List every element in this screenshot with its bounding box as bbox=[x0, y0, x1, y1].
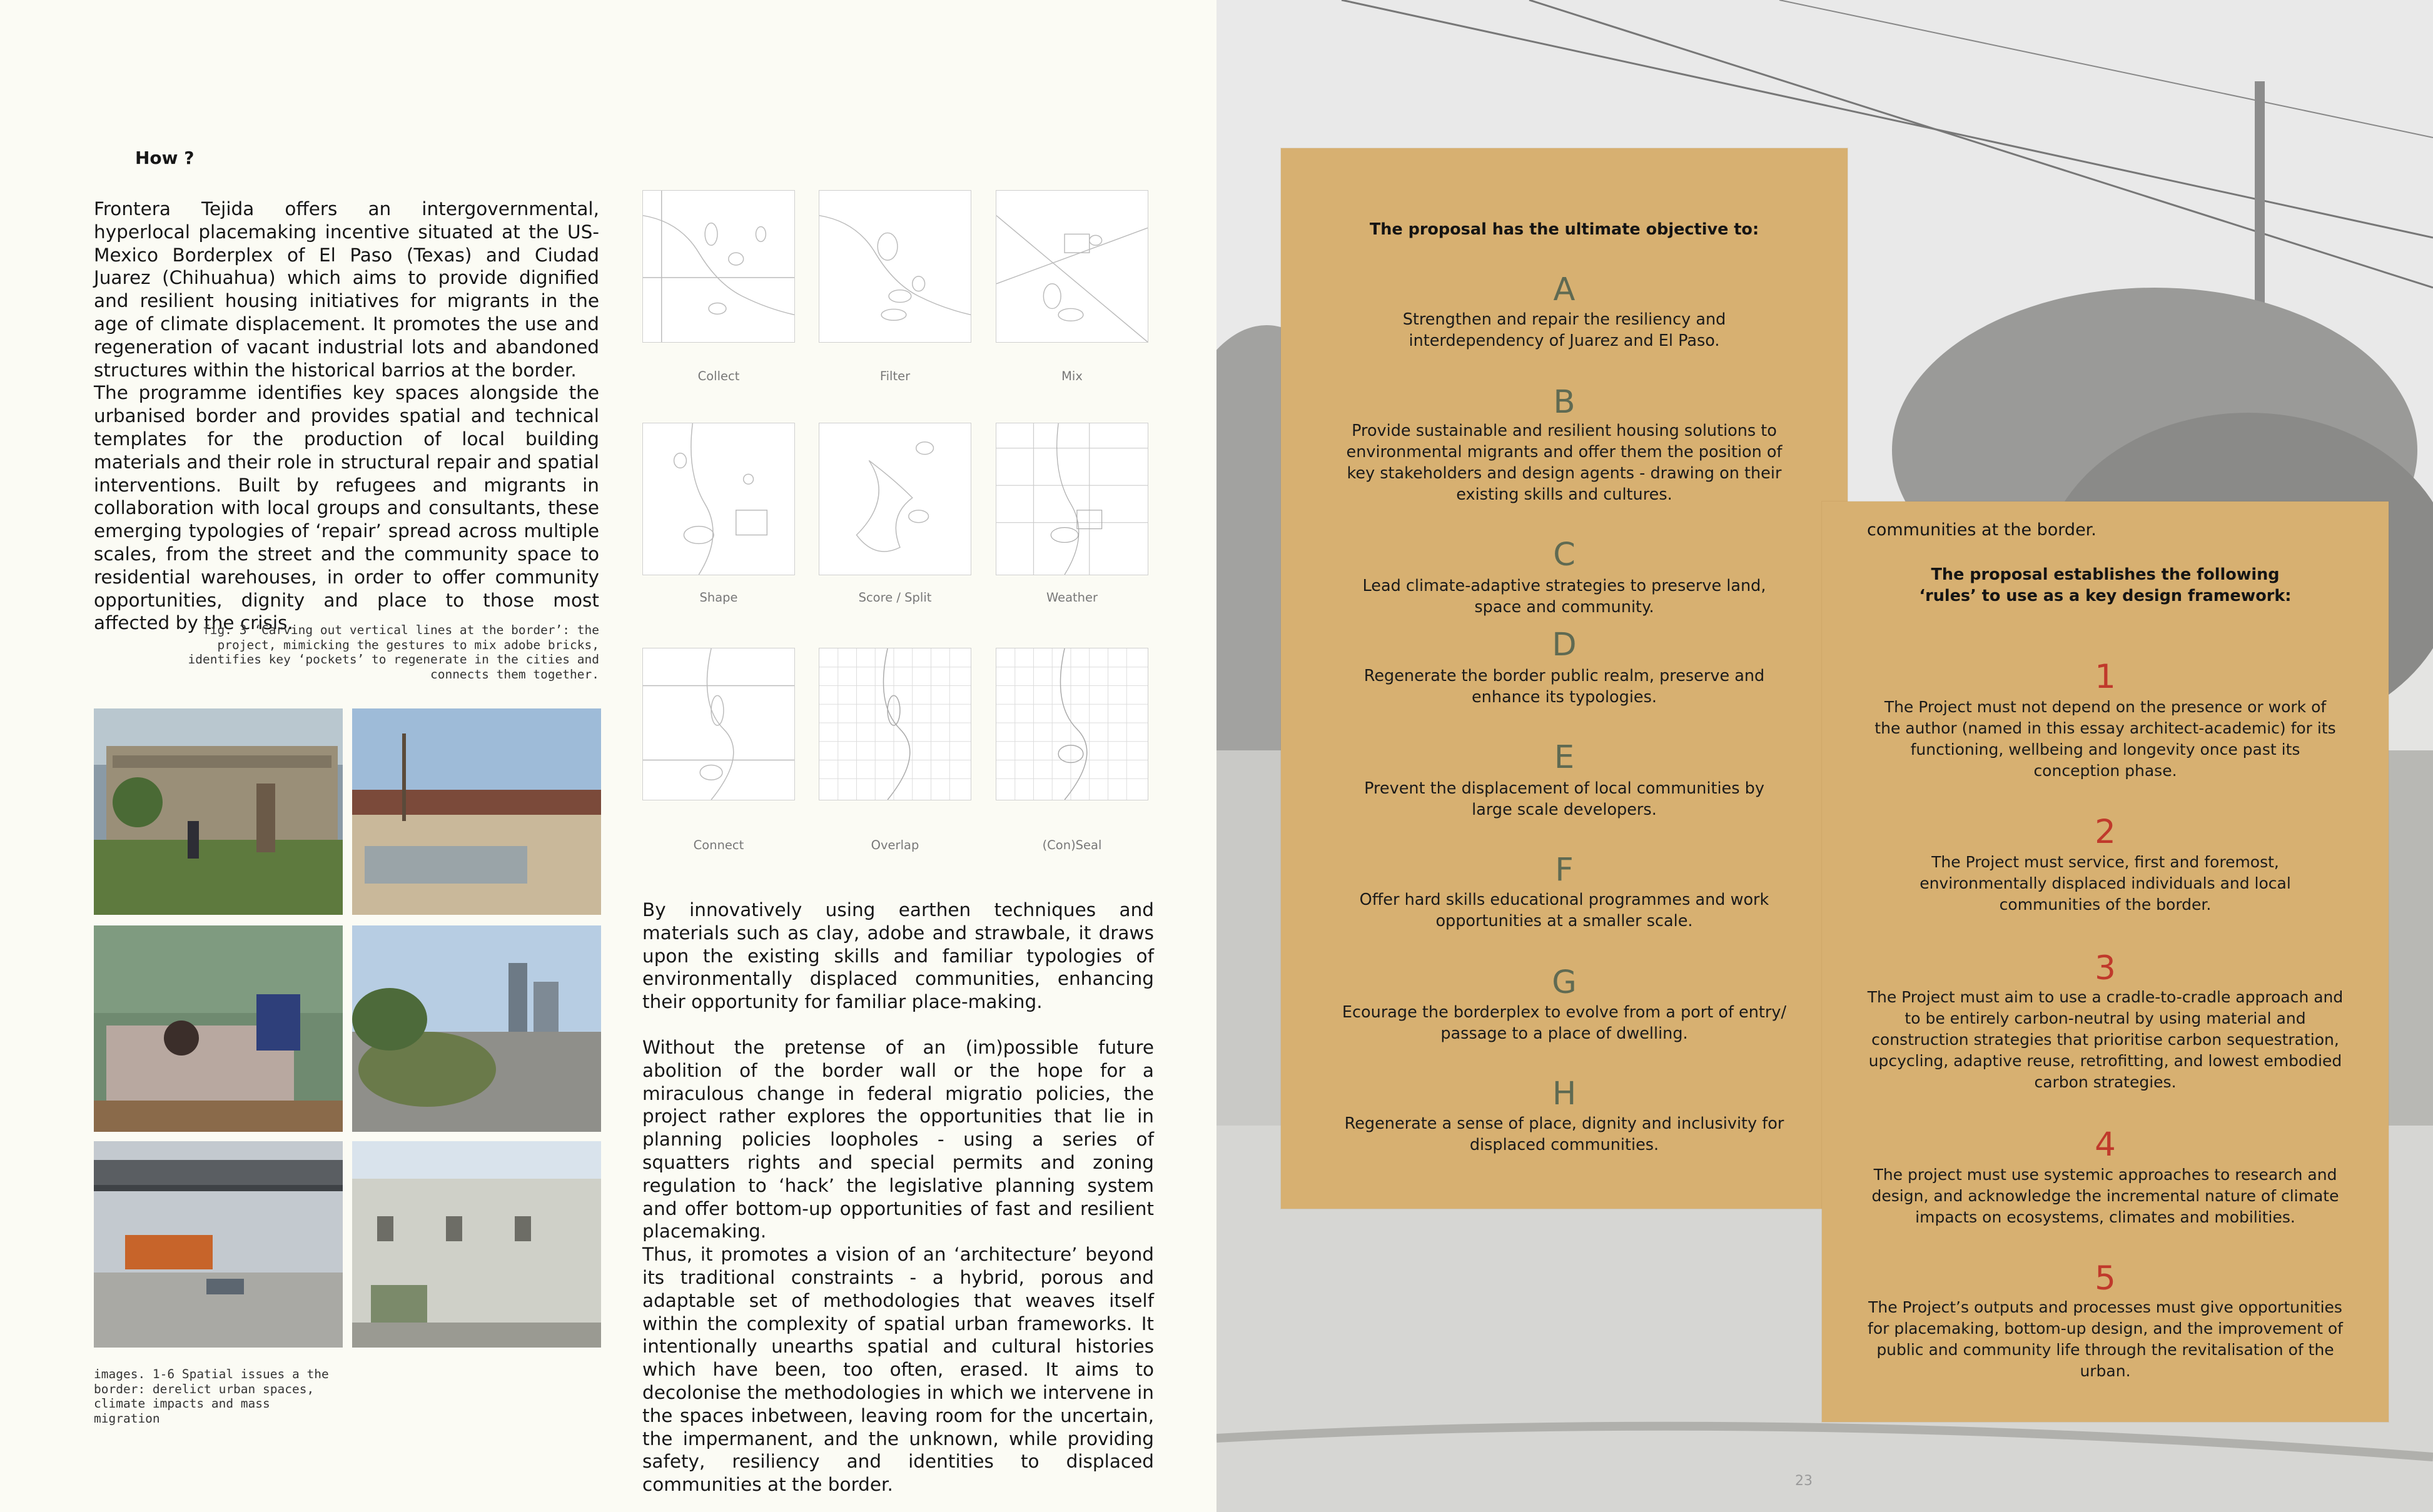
migrant-shelter-interior-photo bbox=[94, 925, 343, 1132]
diagram-label: Collect bbox=[697, 369, 740, 383]
objective-letter: C bbox=[1553, 537, 1576, 573]
images-caption: images. 1-6 Spatial issues a the border: derelict urban spaces, climate impacts and mass migration bbox=[94, 1367, 329, 1426]
objective-text: Prevent the displacement of local communities by large scale developers. bbox=[1364, 779, 1764, 819]
collect-diagram bbox=[642, 190, 795, 343]
diagram-label: Filter bbox=[879, 369, 911, 383]
railway-bridge-locomotive-photo bbox=[94, 1141, 343, 1348]
page-number: 23 bbox=[1795, 1473, 1813, 1489]
objective-text: Ecourage the borderplex to evolve from a port of entry/ passage to a place of dwelling. bbox=[1342, 1003, 1787, 1043]
intro-text bbox=[94, 198, 599, 635]
main-text bbox=[642, 899, 1154, 1496]
diagram-label: Mix bbox=[1061, 369, 1083, 383]
rule-text: The Project must not depend on the presence or work of the author (named in this essay architect-academic) for its functioning, wellbeing and longevity once past its conception phase. bbox=[1874, 698, 2336, 780]
connect-diagram bbox=[642, 648, 795, 800]
rule-number: 4 bbox=[2095, 1126, 2116, 1164]
main-paragraph: Thus, it promotes a vision of an ‘architecture’ beyond its traditional constraints - a hybrid, porous and adaptable set of methodologies that weaves itself within the complexity of spatial urban frameworks. It intentionally unearths spatial and cultural histories which have been, too often, erased. It aims to decolonise the methodologies in which we intervene in the spaces inbetween, leaving room for the uncertain, the impermanent, and the unknown, while providing safety, resiliency and identities to displaced communities at the border. bbox=[642, 1244, 1154, 1496]
intro-paragraph: Frontera Tejida offers an intergovernmental, hyperlocal placemaking incentive situated at the US-Mexico Borderplex of El Paso (Texas) and Ciudad Juarez (Chihuahua) which aims to provide dignified and resilient housing initiatives for migrants in the age of climate displacement. It promotes the use and regeneration of vacant industrial lots and abandoned structures within the historical barrios at the border. bbox=[94, 198, 599, 381]
intro-paragraph: The programme identifies key spaces alongside the urbanised border and provides spatial and technical templates for the production of local building materials and their role in structural repair and spatial interventions. Built by refugees and migrants in collaboration with local groups and consultants, these emerging typologies of ‘repair’ spread across multiple scales, from the street and the community space to residential warehouses, in order to offer community opportunities, dignity and place to those most affected by the crisis. bbox=[94, 382, 599, 634]
rule-number: 3 bbox=[2095, 949, 2116, 987]
rule-number: 5 bbox=[2095, 1259, 2116, 1298]
rule-text: The Project’s outputs and processes must give opportunities for placemaking, bottom-up design, and the improvement of public and community life through the revitalisation of the urban. bbox=[1868, 1298, 2343, 1380]
main-paragraph: By innovatively using earthen techniques and materials such as clay, adobe and strawbale, it draws upon the existing skills and familiar typologies of environmentally displaced communities, enhancing their opportunity for familiar place-making. bbox=[642, 899, 1154, 1013]
objective-text: Regenerate a sense of place, dignity and inclusivity for displaced communities. bbox=[1344, 1114, 1784, 1154]
freight-train-migrants-photo bbox=[94, 708, 343, 915]
score-split-diagram bbox=[819, 423, 971, 575]
rule-text: The Project must service, first and foremost, environmentally displaced individuals and local communities of the border. bbox=[1920, 853, 2291, 914]
section-heading: How ? bbox=[135, 148, 195, 168]
main-paragraph: Without the pretense of an (im)possible future abolition of the border wall or the hope for a miraculous change in federal migratio policies, the project rather explores the opportunities that lie in planning policies loopholes - using a series of squatters rights and special permits and zoning regulation to ‘hack’ the legislative planning system and offer bottom-up opportunities of fast and resilient placemaking. bbox=[642, 1036, 1154, 1242]
diagram-label: Shape bbox=[699, 590, 738, 605]
shape-diagram bbox=[642, 423, 795, 575]
rules-lead-text: communities at the border. bbox=[1867, 520, 2097, 540]
objectives-title: The proposal has the ultimate objective to: bbox=[1369, 220, 1759, 239]
objective-text: Offer hard skills educational programmes and work opportunities at a smaller scale. bbox=[1359, 890, 1769, 930]
rule-number: 2 bbox=[2095, 813, 2116, 851]
border-wall-flooded-lot-photo bbox=[352, 708, 601, 915]
filter-diagram bbox=[819, 190, 971, 343]
rule-text: The Project must aim to use a cradle-to-cradle approach and to be entirely carbon-neutral by using material and construction strategies that prioritise carbon sequestration, upcycling, adaptive reuse, retrofitting, and lowest embodied carbon strategies. bbox=[1867, 988, 2344, 1091]
objective-letter: F bbox=[1555, 852, 1574, 889]
objective-text: Strengthen and repair the resiliency and interdependency of Juarez and El Paso. bbox=[1402, 310, 1726, 350]
derelict-warehouse-photo bbox=[352, 1141, 601, 1348]
mix-diagram bbox=[996, 190, 1148, 343]
figure-caption: fig. 3 ‘Carving out vertical lines at the border’: the project, mimicking the gestures to mix adobe bricks, identifies key ‘pockets’ to regenerate in the cities and connects them together. bbox=[188, 623, 599, 682]
objective-letter: E bbox=[1554, 739, 1575, 776]
rule-text: The project must use systemic approaches to research and design, and acknowledge the incremental nature of climate impacts on ecosystems, climates and mobilities. bbox=[1871, 1166, 2339, 1226]
diagram-label: (Con)Seal bbox=[1042, 838, 1102, 852]
conseal-diagram bbox=[996, 648, 1148, 800]
objective-text: Regenerate the border public realm, preserve and enhance its typologies. bbox=[1363, 667, 1765, 707]
objective-letter: G bbox=[1552, 964, 1577, 1001]
objective-letter: B bbox=[1553, 384, 1576, 421]
objective-letter: H bbox=[1552, 1076, 1577, 1112]
objective-text: Provide sustainable and resilient housing solutions to environmental migrants and offer them the position of key stakeholders and design agents - drawing on their existing skills and cultures. bbox=[1346, 421, 1783, 504]
diagram-label: Connect bbox=[693, 838, 744, 852]
weather-diagram bbox=[996, 423, 1148, 575]
objective-text: Lead climate-adaptive strategies to preserve land, space and community. bbox=[1362, 577, 1766, 617]
diagram-label: Weather bbox=[1046, 590, 1098, 605]
objective-letter: D bbox=[1552, 627, 1577, 663]
diagram-label: Score / Split bbox=[858, 590, 932, 605]
rules-title: The proposal establishes the following ‘rules’ to use as a key design framework: bbox=[1919, 565, 2292, 605]
downtown-street-storm-photo bbox=[352, 925, 601, 1132]
objective-letter: A bbox=[1553, 271, 1576, 308]
rule-number: 1 bbox=[2095, 658, 2116, 696]
overlap-diagram bbox=[819, 648, 971, 800]
diagram-label: Overlap bbox=[871, 838, 919, 852]
